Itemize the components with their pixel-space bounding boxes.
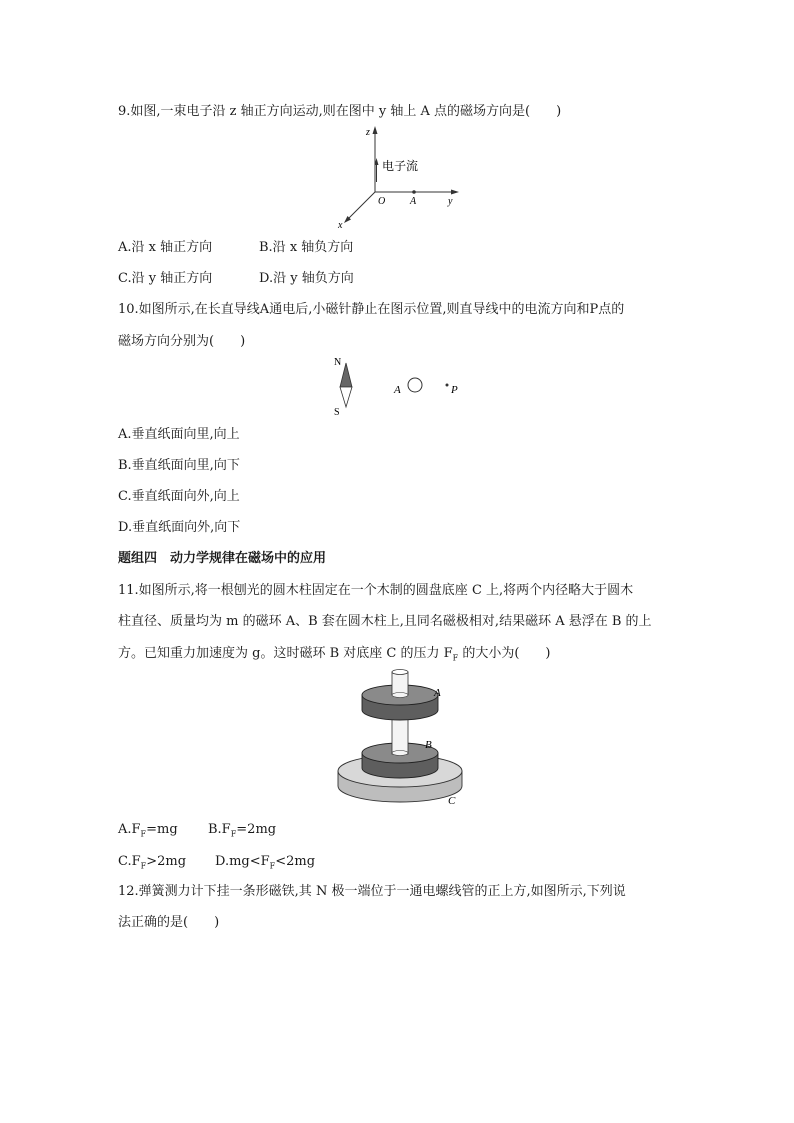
- origin-label: O: [378, 196, 386, 207]
- q10-stem-line1: 10.如图所示,在长直导线A通电后,小磁针静止在图示位置,则直导线中的电流方向和P点的: [118, 302, 625, 317]
- needle-n-label: N: [334, 357, 342, 368]
- q10-stem-line2: 磁场方向分别为( ): [118, 334, 246, 349]
- q12-stem-line2: 法正确的是( ): [118, 915, 220, 930]
- q10-option-a: A.垂直纸面向里,向上: [118, 427, 240, 442]
- x-axis-label: x: [338, 220, 343, 231]
- y-axis-label: y: [448, 196, 453, 207]
- q10-option-c: C.垂直纸面向外,向上: [118, 489, 240, 504]
- q11-stem-line3: 方。已知重力加速度为 g。这时磁环 B 对底座 C 的压力 $F_F$ 的大小为( ): [118, 646, 551, 663]
- q11-option-c: $C.F_F>2mg$: [118, 854, 187, 871]
- q11-option-d: $D.mg<F_F<2mg$: [215, 854, 316, 871]
- electron-beam-label: 电子流: [382, 159, 419, 173]
- q12-stem-line1: 12.弹簧测力计下挂一条形磁铁,其 N 极一端位于一通电螺线管的正上方,如图所示,下列说: [118, 884, 626, 899]
- q10-option-d: D.垂直纸面向外,向下: [118, 520, 241, 535]
- q10-option-b: B.垂直纸面向里,向下: [118, 458, 240, 473]
- q11-option-b: $B.F_F=2mg$: [208, 822, 277, 839]
- needle-south-half: [340, 387, 352, 407]
- wire-a-circle: [408, 378, 422, 392]
- q11-stem-line1: 11.如图所示,将一根刨光的圆木柱固定在一个木制的圆盘底座 C 上,将两个内径略大于圆木: [118, 583, 634, 598]
- q9-option-b: B.沿 x 轴负方向: [259, 240, 354, 255]
- q9-axes-figure: [330, 122, 470, 232]
- ring-a-label: A: [434, 687, 441, 699]
- section-heading: 题组四 动力学规律在磁场中的应用: [118, 551, 327, 566]
- q9-option-c: C.沿 y 轴正方向: [118, 271, 213, 286]
- point-p-label: P: [451, 384, 458, 396]
- point-a-label: A: [410, 196, 417, 207]
- q9-option-d: D.沿 y 轴负方向: [259, 271, 354, 286]
- q11-stem-line2: 柱直径、质量均为 m 的磁环 A、B 套在圆木柱上,且同名磁极相对,结果磁环 A 悬浮在 B 的上: [118, 614, 652, 629]
- q11-magnet-rings-figure: [330, 668, 470, 813]
- q10-needle-figure: [325, 353, 475, 418]
- ring-b-label: B: [425, 739, 432, 751]
- z-axis-label: z: [366, 127, 370, 138]
- q9-stem: 9.如图,一束电子沿 z 轴正方向运动,则在图中 y 轴上 A 点的磁场方向是( ): [118, 104, 562, 119]
- wire-a-label: A: [394, 384, 401, 396]
- point-p-dot: [446, 384, 449, 387]
- q9-option-a: A.沿 x 轴正方向: [118, 240, 213, 255]
- needle-s-label: S: [334, 407, 340, 418]
- base-c-label: C: [448, 795, 456, 807]
- q11-option-a: $A.F_F=mg$: [118, 822, 178, 839]
- needle-north-half: [340, 363, 352, 387]
